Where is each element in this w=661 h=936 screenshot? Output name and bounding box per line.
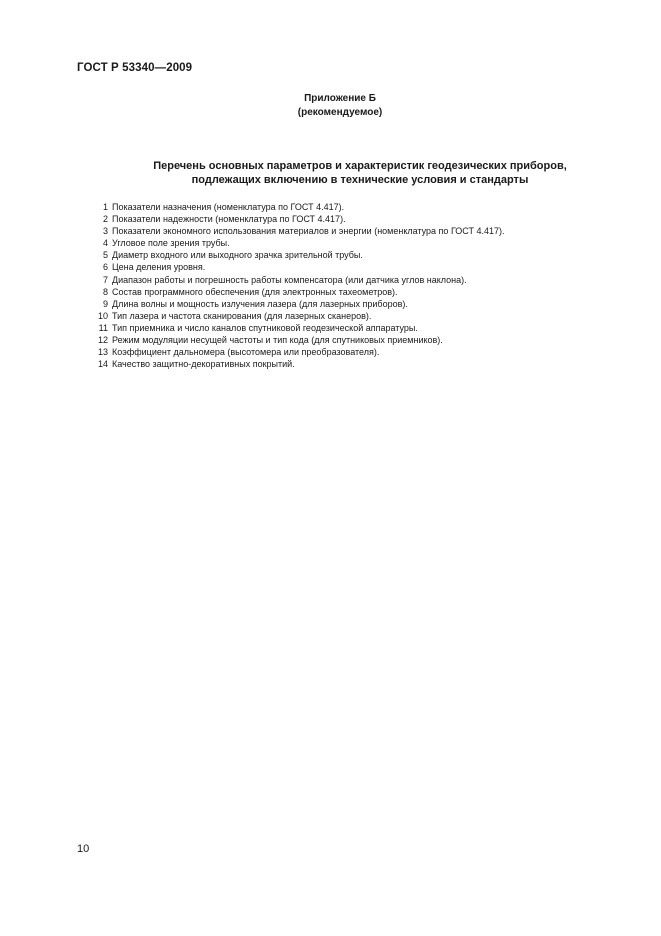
list-item-text: Показатели назначения (номенклатура по ГОСТ 4.417). (112, 202, 345, 212)
list-item-text: Режим модуляции несущей частоты и тип кода (для спутниковых приемников). (112, 335, 443, 346)
list-item-number: 1 (102, 202, 108, 212)
list-item (88, 201, 628, 213)
list-item-number: 12 (97, 335, 108, 346)
list-item (88, 298, 628, 310)
list-item-number: 3 (102, 226, 108, 237)
appendix-title: Приложение Б (304, 93, 376, 104)
list-item-number: 4 (102, 238, 108, 249)
list-item (88, 213, 628, 225)
list-item-number: 5 (102, 250, 108, 261)
list-item-text: Коэффициент дальномера (высотомера или преобразователя). (112, 347, 380, 358)
list-item-number: 2 (102, 214, 108, 225)
appendix-status: (рекомендуемое) (297, 107, 383, 118)
list-item-text: Состав программного обеспечения (для электронных тахеометров). (112, 286, 398, 297)
list-item-text: Показатели экономного использования материалов и энергии (номенклатура по ГОСТ 4.417). (112, 226, 505, 237)
parameters-list (88, 201, 628, 370)
list-item-text: Угловое поле зрения трубы. (112, 238, 230, 249)
list-item (88, 249, 628, 261)
list-item-text: Цена деления уровня. (112, 262, 206, 273)
page-number: 10 (77, 843, 90, 855)
section-title-line-1: Перечень основных параметров и характеристик геодезических приборов, (153, 160, 567, 172)
section-title (100, 159, 620, 187)
list-item (88, 237, 628, 249)
list-item (88, 358, 628, 370)
list-item-text: Диаметр входного или выходного зрачка зрительной трубы. (112, 250, 363, 261)
list-item-number: 8 (102, 286, 108, 297)
section-title-line-2: подлежащих включению в технические условия и стандарты (191, 174, 529, 186)
list-item (88, 334, 628, 346)
list-item-number: 6 (102, 262, 108, 273)
list-item-text: Качество защитно-декоративных покрытий. (112, 359, 295, 370)
list-item-text: Тип лазера и частота сканирования (для лазерных сканеров). (112, 310, 372, 321)
document-header: ГОСТ Р 53340—2009 (77, 62, 193, 74)
list-item-text: Диапазон работы и погрешность работы компенсатора (или датчика углов наклона). (112, 274, 467, 285)
list-item (88, 346, 628, 358)
list-item-number: 11 (98, 322, 108, 333)
list-item-number: 7 (102, 274, 108, 285)
list-item (88, 274, 628, 286)
list-item (88, 261, 628, 273)
list-item-number: 9 (102, 298, 108, 309)
list-item-number: 13 (97, 347, 108, 358)
list-item-text: Показатели надежности (номенклатура по ГОСТ 4.417). (112, 214, 346, 225)
list-item (88, 286, 628, 298)
list-item (88, 322, 628, 334)
list-item-number: 10 (97, 310, 108, 321)
list-item-text: Тип приемника и число каналов спутниковой геодезической аппаратуры. (112, 322, 418, 333)
list-item (88, 310, 628, 322)
list-item (88, 225, 628, 237)
appendix-heading (240, 92, 440, 120)
list-item-number: 14 (97, 359, 108, 370)
list-item-text: Длина волны и мощность излучения лазера (для лазерных приборов). (112, 298, 408, 309)
